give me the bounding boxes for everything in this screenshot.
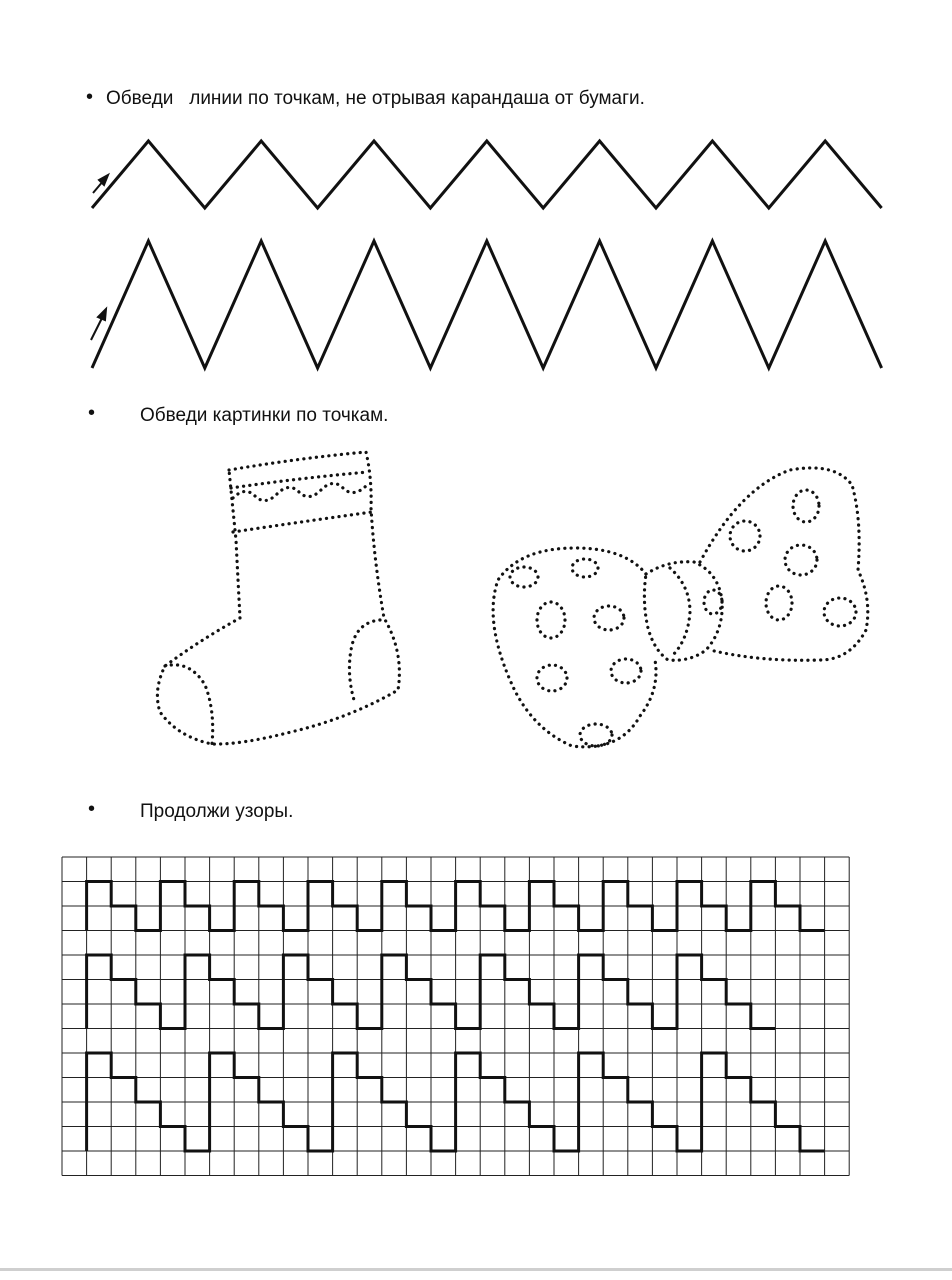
- instruction-trace-lines: Обведи линии по точкам, не отрывая карандаша от бумаги.: [106, 88, 645, 109]
- instruction-continue-patterns: Продолжи узоры.: [140, 801, 294, 822]
- instruction-trace-pictures: Обведи картинки по точкам.: [140, 405, 389, 426]
- bullet-3: •: [88, 798, 96, 820]
- bullet-1: •: [86, 86, 94, 108]
- bullet-2: •: [88, 402, 96, 424]
- step-pattern-row-1: [87, 882, 825, 931]
- page-bottom-edge: [0, 1268, 952, 1271]
